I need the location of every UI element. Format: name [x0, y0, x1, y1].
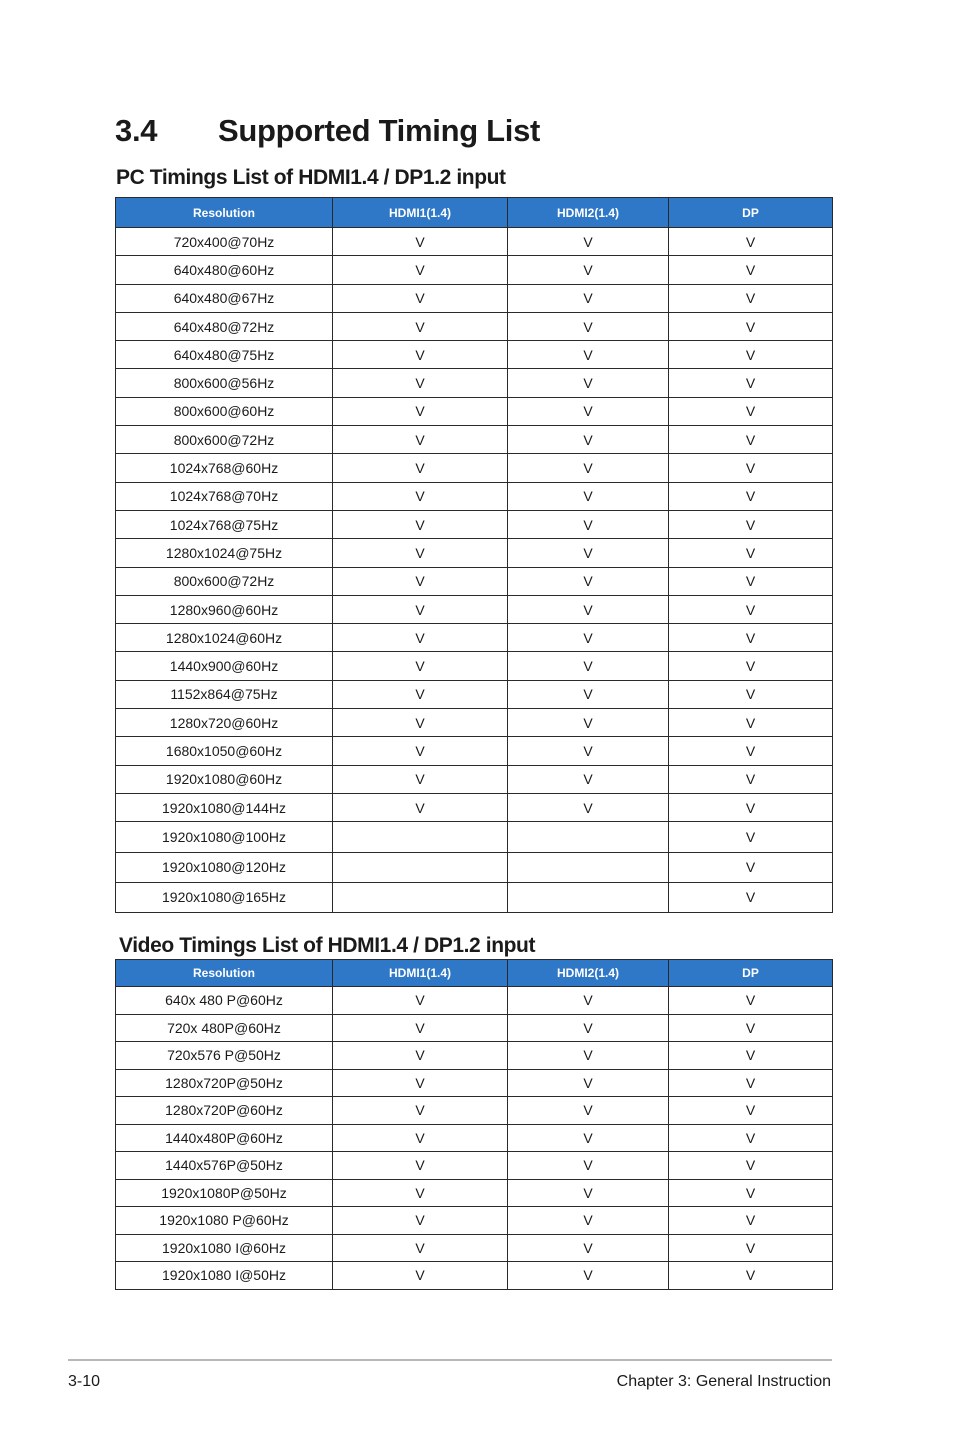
- cell-hdmi2: V: [508, 680, 669, 708]
- cell-hdmi2: V: [508, 1152, 669, 1180]
- cell-resolution: 640x480@72Hz: [116, 312, 333, 340]
- column-header-dp: DP: [669, 960, 833, 987]
- table-row: [116, 1234, 833, 1262]
- cell-resolution: 720x400@70Hz: [116, 228, 333, 256]
- cell-hdmi1: V: [333, 1124, 508, 1152]
- table-row: [116, 567, 833, 595]
- cell-dp: V: [669, 1262, 833, 1290]
- table-row: [116, 1262, 833, 1290]
- cell-hdmi2: V: [508, 312, 669, 340]
- cell-dp: V: [669, 987, 833, 1015]
- cell-hdmi2: V: [508, 765, 669, 793]
- cell-dp: V: [669, 737, 833, 765]
- table-row: [116, 652, 833, 680]
- table-row: [116, 341, 833, 369]
- cell-resolution: 1280x960@60Hz: [116, 595, 333, 623]
- cell-hdmi2: V: [508, 228, 669, 256]
- cell-resolution: 1440x480P@60Hz: [116, 1124, 333, 1152]
- cell-dp: V: [669, 228, 833, 256]
- table-row: [116, 680, 833, 708]
- column-header-hdmi2: HDMI2(1.4): [508, 198, 669, 228]
- cell-hdmi1: V: [333, 1042, 508, 1070]
- cell-hdmi2: V: [508, 1014, 669, 1042]
- footer-divider: [68, 1359, 832, 1361]
- cell-resolution: 1920x1080@144Hz: [116, 793, 333, 821]
- table-row: [116, 709, 833, 737]
- cell-dp: V: [669, 482, 833, 510]
- cell-hdmi1: V: [333, 652, 508, 680]
- table-row: [116, 1014, 833, 1042]
- cell-dp: V: [669, 652, 833, 680]
- cell-hdmi2: [508, 882, 669, 912]
- cell-dp: V: [669, 822, 833, 852]
- cell-hdmi1: V: [333, 987, 508, 1015]
- cell-hdmi1: V: [333, 426, 508, 454]
- cell-resolution: 1920x1080 P@60Hz: [116, 1207, 333, 1235]
- cell-resolution: 1440x576P@50Hz: [116, 1152, 333, 1180]
- cell-resolution: 1280x720P@60Hz: [116, 1097, 333, 1125]
- cell-resolution: 1024x768@60Hz: [116, 454, 333, 482]
- cell-hdmi2: V: [508, 567, 669, 595]
- cell-hdmi2: V: [508, 1262, 669, 1290]
- cell-hdmi2: V: [508, 397, 669, 425]
- column-header-resolution: Resolution: [116, 960, 333, 987]
- cell-dp: V: [669, 312, 833, 340]
- section-title: Supported Timing List: [218, 113, 541, 148]
- table-row: [116, 454, 833, 482]
- cell-hdmi1: V: [333, 1262, 508, 1290]
- column-header-hdmi1: HDMI1(1.4): [333, 198, 508, 228]
- pc-timings-table: [115, 197, 833, 913]
- cell-hdmi1: V: [333, 737, 508, 765]
- cell-dp: V: [669, 1014, 833, 1042]
- cell-hdmi1: [333, 822, 508, 852]
- cell-resolution: 640x480@67Hz: [116, 284, 333, 312]
- table-row: [116, 737, 833, 765]
- cell-dp: V: [669, 1234, 833, 1262]
- table-row: [116, 793, 833, 821]
- cell-hdmi1: V: [333, 1152, 508, 1180]
- cell-hdmi2: V: [508, 1042, 669, 1070]
- cell-hdmi2: V: [508, 426, 669, 454]
- cell-resolution: 1920x1080@165Hz: [116, 882, 333, 912]
- table-row: [116, 987, 833, 1015]
- cell-dp: V: [669, 680, 833, 708]
- cell-resolution: 1920x1080@100Hz: [116, 822, 333, 852]
- cell-resolution: 1280x1024@60Hz: [116, 624, 333, 652]
- cell-resolution: 1024x768@70Hz: [116, 482, 333, 510]
- cell-hdmi1: V: [333, 341, 508, 369]
- table-row: [116, 624, 833, 652]
- video-timings-table: [115, 959, 833, 1290]
- cell-hdmi2: V: [508, 369, 669, 397]
- table-row: [116, 369, 833, 397]
- cell-resolution: 800x600@72Hz: [116, 567, 333, 595]
- cell-dp: V: [669, 397, 833, 425]
- cell-hdmi1: V: [333, 624, 508, 652]
- cell-dp: V: [669, 852, 833, 882]
- table-row: [116, 256, 833, 284]
- cell-dp: V: [669, 341, 833, 369]
- cell-dp: V: [669, 624, 833, 652]
- table-row: [116, 1097, 833, 1125]
- table-row: [116, 1207, 833, 1235]
- cell-dp: V: [669, 1152, 833, 1180]
- cell-dp: V: [669, 793, 833, 821]
- cell-hdmi2: V: [508, 793, 669, 821]
- cell-resolution: 720x 480P@60Hz: [116, 1014, 333, 1042]
- cell-hdmi2: [508, 852, 669, 882]
- cell-hdmi2: V: [508, 1069, 669, 1097]
- table-row: [116, 426, 833, 454]
- table-row: [116, 822, 833, 852]
- section-number: 3.4: [115, 113, 158, 148]
- cell-hdmi1: V: [333, 1097, 508, 1125]
- table-row: [116, 1124, 833, 1152]
- cell-resolution: 1024x768@75Hz: [116, 510, 333, 538]
- cell-dp: V: [669, 510, 833, 538]
- cell-resolution: 640x480@75Hz: [116, 341, 333, 369]
- cell-resolution: 1280x720@60Hz: [116, 709, 333, 737]
- cell-hdmi2: V: [508, 454, 669, 482]
- cell-hdmi1: V: [333, 284, 508, 312]
- cell-resolution: 640x480@60Hz: [116, 256, 333, 284]
- cell-dp: V: [669, 709, 833, 737]
- cell-hdmi2: V: [508, 1097, 669, 1125]
- cell-hdmi1: V: [333, 454, 508, 482]
- cell-dp: V: [669, 567, 833, 595]
- cell-hdmi1: V: [333, 1207, 508, 1235]
- cell-hdmi2: V: [508, 737, 669, 765]
- cell-hdmi2: V: [508, 482, 669, 510]
- table-row: [116, 1042, 833, 1070]
- column-header-hdmi2: HDMI2(1.4): [508, 960, 669, 987]
- cell-resolution: 1920x1080 I@60Hz: [116, 1234, 333, 1262]
- cell-hdmi1: [333, 852, 508, 882]
- cell-hdmi1: V: [333, 397, 508, 425]
- cell-hdmi1: V: [333, 369, 508, 397]
- table-row: [116, 1179, 833, 1207]
- cell-resolution: 640x 480 P@60Hz: [116, 987, 333, 1015]
- table-row: [116, 765, 833, 793]
- table-row: [116, 539, 833, 567]
- cell-hdmi1: V: [333, 765, 508, 793]
- table-row: [116, 595, 833, 623]
- cell-hdmi2: V: [508, 539, 669, 567]
- cell-dp: V: [669, 1042, 833, 1070]
- cell-resolution: 800x600@60Hz: [116, 397, 333, 425]
- cell-hdmi1: V: [333, 482, 508, 510]
- cell-hdmi2: V: [508, 987, 669, 1015]
- cell-hdmi1: V: [333, 793, 508, 821]
- table-row: [116, 510, 833, 538]
- cell-hdmi2: V: [508, 652, 669, 680]
- table-row: [116, 1069, 833, 1097]
- cell-dp: V: [669, 284, 833, 312]
- page-number: 3-10: [68, 1373, 101, 1390]
- cell-hdmi1: [333, 882, 508, 912]
- cell-hdmi2: V: [508, 510, 669, 538]
- cell-hdmi1: V: [333, 709, 508, 737]
- cell-hdmi1: V: [333, 1069, 508, 1097]
- cell-hdmi1: V: [333, 1179, 508, 1207]
- cell-hdmi2: V: [508, 1179, 669, 1207]
- cell-hdmi2: V: [508, 341, 669, 369]
- cell-resolution: 1440x900@60Hz: [116, 652, 333, 680]
- pc-timings-heading: PC Timings List of HDMI1.4 / DP1.2 input: [116, 166, 506, 189]
- cell-hdmi1: V: [333, 567, 508, 595]
- table-row: [116, 228, 833, 256]
- cell-dp: V: [669, 1124, 833, 1152]
- cell-hdmi1: V: [333, 228, 508, 256]
- cell-resolution: 1920x1080P@50Hz: [116, 1179, 333, 1207]
- table-row: [116, 1152, 833, 1180]
- table-header-row: [116, 960, 833, 987]
- cell-hdmi2: V: [508, 595, 669, 623]
- page-title: [115, 113, 540, 149]
- cell-dp: V: [669, 1097, 833, 1125]
- table-row: [116, 482, 833, 510]
- cell-dp: V: [669, 369, 833, 397]
- cell-hdmi1: V: [333, 1234, 508, 1262]
- table-row: [116, 284, 833, 312]
- cell-dp: V: [669, 426, 833, 454]
- cell-resolution: 1920x1080@120Hz: [116, 852, 333, 882]
- cell-dp: V: [669, 1207, 833, 1235]
- column-header-resolution: Resolution: [116, 198, 333, 228]
- cell-hdmi2: [508, 822, 669, 852]
- cell-dp: V: [669, 1069, 833, 1097]
- cell-hdmi2: V: [508, 284, 669, 312]
- table-row: [116, 312, 833, 340]
- cell-resolution: 800x600@56Hz: [116, 369, 333, 397]
- cell-dp: V: [669, 595, 833, 623]
- cell-dp: V: [669, 765, 833, 793]
- cell-hdmi2: V: [508, 1124, 669, 1152]
- cell-hdmi1: V: [333, 256, 508, 284]
- cell-hdmi1: V: [333, 312, 508, 340]
- cell-resolution: 1280x1024@75Hz: [116, 539, 333, 567]
- cell-hdmi2: V: [508, 1207, 669, 1235]
- table-row: [116, 882, 833, 912]
- cell-hdmi1: V: [333, 595, 508, 623]
- cell-resolution: 1920x1080@60Hz: [116, 765, 333, 793]
- cell-resolution: 800x600@72Hz: [116, 426, 333, 454]
- cell-dp: V: [669, 539, 833, 567]
- table-row: [116, 852, 833, 882]
- column-header-hdmi1: HDMI1(1.4): [333, 960, 508, 987]
- cell-dp: V: [669, 256, 833, 284]
- cell-hdmi1: V: [333, 1014, 508, 1042]
- cell-dp: V: [669, 1179, 833, 1207]
- video-timings-heading: Video Timings List of HDMI1.4 / DP1.2 input: [119, 934, 536, 957]
- cell-resolution: 1920x1080 I@50Hz: [116, 1262, 333, 1290]
- table-header-row: [116, 198, 833, 228]
- cell-hdmi2: V: [508, 624, 669, 652]
- cell-resolution: 1680x1050@60Hz: [116, 737, 333, 765]
- cell-dp: V: [669, 454, 833, 482]
- cell-hdmi2: V: [508, 709, 669, 737]
- cell-hdmi1: V: [333, 539, 508, 567]
- cell-resolution: 1152x864@75Hz: [116, 680, 333, 708]
- cell-resolution: 1280x720P@50Hz: [116, 1069, 333, 1097]
- cell-dp: V: [669, 882, 833, 912]
- column-header-dp: DP: [669, 198, 833, 228]
- cell-hdmi2: V: [508, 1234, 669, 1262]
- cell-resolution: 720x576 P@50Hz: [116, 1042, 333, 1070]
- cell-hdmi1: V: [333, 680, 508, 708]
- cell-hdmi2: V: [508, 256, 669, 284]
- cell-hdmi1: V: [333, 510, 508, 538]
- chapter-label: Chapter 3: General Instruction: [616, 1373, 831, 1390]
- table-row: [116, 397, 833, 425]
